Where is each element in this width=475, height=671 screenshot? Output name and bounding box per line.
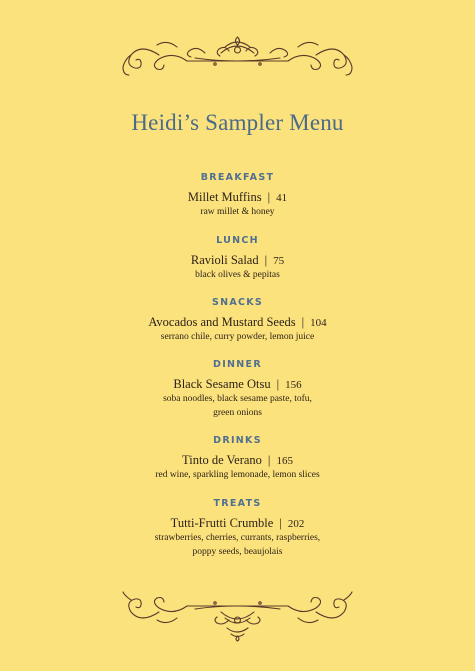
item-description: black olives & pepitas (195, 270, 280, 280)
section-heading: TREATS (213, 498, 262, 509)
menu-item (0, 314, 475, 331)
item-name: Avocados and Mustard Seeds (148, 315, 296, 329)
separator: | (301, 315, 305, 329)
separator: | (267, 453, 271, 467)
item-name: Millet Muffins (187, 190, 262, 204)
item-price: 41 (276, 192, 288, 204)
item-description: raw millet & honey (200, 207, 275, 217)
item-description: soba noodles, black sesame paste, tofu, green onions (163, 394, 312, 418)
section-heading: DINNER (213, 359, 262, 370)
item-price: 104 (310, 317, 327, 329)
page-title: Heidi’s Sampler Menu (131, 110, 344, 135)
menu-section-snacks (0, 296, 475, 358)
separator: | (279, 516, 282, 530)
section-heading: BREAKFAST (200, 172, 275, 183)
menu-section-treats (0, 497, 475, 559)
item-price: 165 (276, 455, 293, 467)
separator: | (267, 190, 271, 204)
item-description: red wine, sparkling lemonade, lemon slices (155, 470, 320, 480)
item-price: 75 (273, 255, 285, 267)
menu-section-dinner (0, 358, 475, 434)
item-name: Black Sesame Otsu (173, 377, 271, 391)
section-heading: SNACKS (211, 297, 264, 308)
item-name: Ravioli Salad (190, 253, 259, 267)
item-price: 202 (287, 518, 305, 530)
menu-section-breakfast (0, 171, 475, 234)
item-price: 156 (285, 379, 302, 391)
menu-item (0, 452, 475, 469)
separator: | (264, 253, 268, 267)
section-heading: LUNCH (216, 235, 259, 246)
separator: | (276, 377, 280, 391)
menu-item (0, 252, 475, 269)
menu-item (0, 376, 475, 393)
menu-item (0, 189, 475, 206)
item-description: strawberries, cherries, currants, raspberries, poppy seeds, beaujolais (154, 533, 321, 557)
section-heading: DRINKS (213, 435, 262, 446)
menu-item (0, 515, 475, 532)
item-name: Tutti-Frutti Crumble (170, 516, 274, 530)
bottom-flourish-icon (117, 590, 358, 642)
item-name: Tinto de Verano (182, 453, 262, 467)
menu-section-lunch (0, 234, 475, 296)
menu-list (0, 171, 475, 559)
item-description: serrano chile, curry powder, lemon juice (160, 332, 315, 342)
top-flourish-icon (117, 33, 358, 77)
menu-section-drinks (0, 434, 475, 497)
